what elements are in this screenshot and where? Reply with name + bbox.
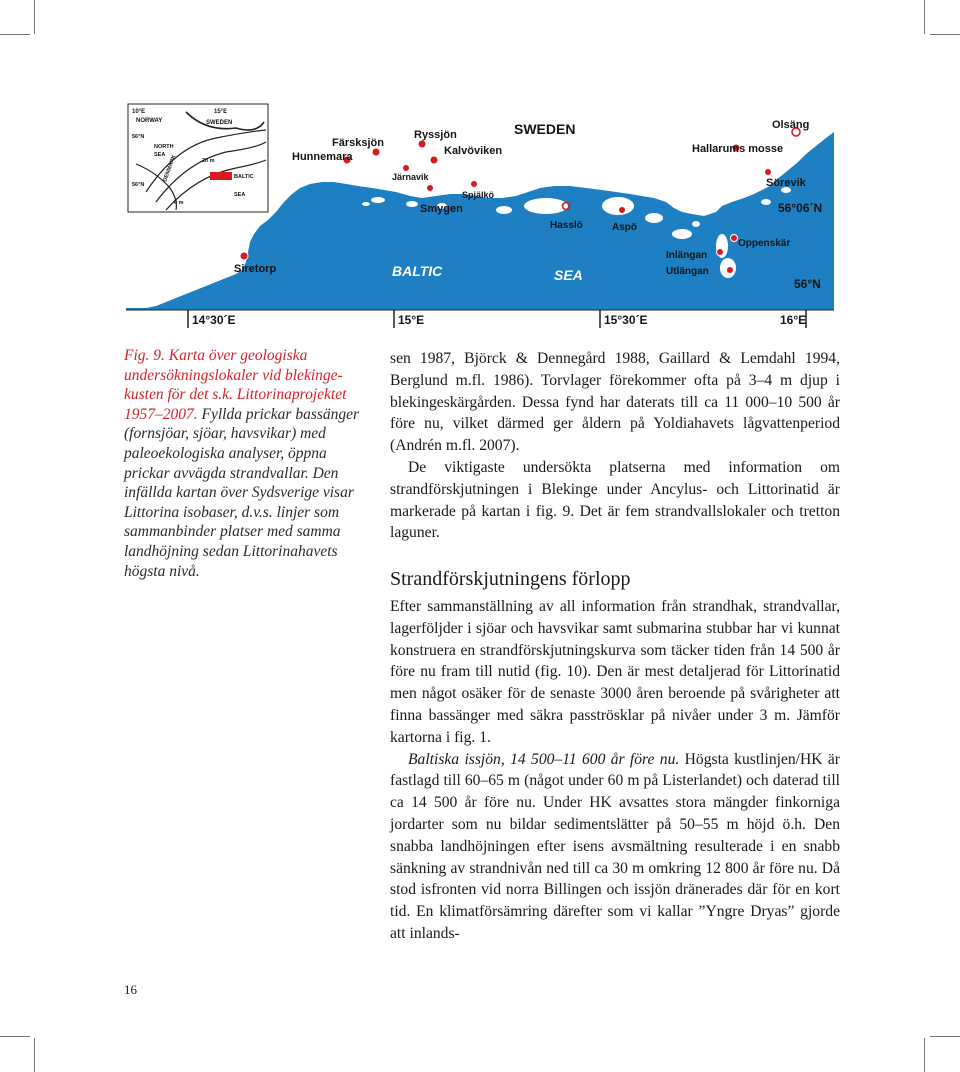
site-label: Siretorp [234, 263, 277, 275]
period-text: Högsta kustlinjen/HK är fastlagd till 60–65 m (något under 60 m på Listerlandet) och daterad till ca 14 500 år före nu. Under HK avsattes stora mängder finkorniga jordarter som nu bildar sedimentslätter på 50–55 m höjd ö.h. Den snabba landhöjningen efter isens avsmältning resulterade i en snabb sänkning av strandnivån ned till ca 30 m omkring 12 800 år före nu. Då stod isfronten vid norra Billingen och issjön dränerades där för en kort tid. En klimatförsämring därefter som vi kallar ”Yngre Dryas” gjorde att inlands- [390, 750, 840, 942]
caption-body: Fyllda prickar bassänger (fornsjöar, sjöar, havsvikar) med paleoekologiska analyser, öppna prickar avvägda strandvallar. Den infällda kartan över Sydsverige visar Littorina isobaser, d.v.s. linjer som sammanbinder platser med samma landhöjning sedan Littorinahavets högsta nivå. [124, 405, 360, 580]
inset-label: BALTIC [234, 174, 254, 180]
inset-label: 20 m [202, 158, 215, 164]
inset-label: DENMARK [162, 154, 178, 183]
inset-label: SEA [234, 192, 246, 198]
site-dot-oppenskar [731, 235, 738, 242]
site-dot-spjalko [471, 181, 478, 188]
sea-label: SEA [554, 267, 583, 283]
body-column-top [390, 348, 840, 544]
body-paragraph: sen 1987, Björck & Dennegård 1988, Gaillard & Lemdahl 1994, Berglund m.fl. 1986). Torvlager förekommer ofta på 3–4 m djup i blekingeskärgården. Dessa fynd har daterats till ca 11 000–10 500 år före nu, vilket därmed ger åldern på Yoldiahavets lågvattenperiod (Andrén m.fl. 2007). [390, 350, 840, 455]
site-label: Hunnemara [292, 151, 353, 163]
figure-caption [124, 346, 374, 581]
site-label: Järnavik [392, 172, 429, 182]
inset-label: 0 m [174, 200, 184, 206]
site-dot-kalvoviken [430, 156, 438, 164]
page-number: 16 [124, 982, 137, 997]
inset-label: 56°N [132, 182, 145, 188]
crop-mark [930, 34, 960, 35]
site-label: Aspö [612, 222, 637, 233]
body-paragraph [390, 749, 840, 945]
site-dot-siretorp [240, 252, 248, 260]
body-column-bottom [390, 596, 840, 945]
site-label: Ryssjön [414, 129, 457, 141]
site-label: Hallarums mosse [692, 143, 784, 155]
longitude-label: 14°30´E [192, 313, 236, 327]
crop-mark [34, 0, 35, 34]
site-dot-utlangan [727, 267, 734, 274]
site-label: Hasslö [550, 220, 583, 231]
inset-map [128, 104, 268, 212]
site-label: Inlängan [666, 250, 708, 261]
site-label: Sörevik [766, 177, 806, 189]
country-label: SWEDEN [514, 121, 576, 137]
inset-label: 15°E [214, 109, 228, 115]
inset-label: NORTH [154, 144, 174, 150]
site-dot-ryssjon [418, 140, 426, 148]
inset-label: 10°E [132, 109, 146, 115]
crop-mark [924, 1038, 925, 1072]
longitude-label: 15°E [398, 313, 425, 327]
crop-mark [34, 1038, 35, 1072]
site-label: Smygen [420, 203, 463, 215]
inset-label: SWEDEN [206, 120, 233, 126]
map-figure [126, 102, 834, 330]
site-dot-jarnavik [403, 165, 410, 172]
section-heading: Strandförskjutningens förlopp [390, 568, 631, 590]
crop-mark [930, 1036, 960, 1037]
site-label: Färsksjön [332, 137, 384, 149]
latitude-label: 56°06´N [778, 201, 823, 215]
site-label: Utlängan [666, 266, 709, 277]
caption-lead: Fig. 9. Karta över geologiska undersökningslokaler vid blekinge-kusten för det s.k. Littorinaprojektet 1957–2007. [124, 347, 347, 423]
site-label: Spjälkö [462, 190, 495, 200]
site-dot-farsksjon [372, 148, 380, 156]
crop-mark [0, 1036, 30, 1037]
site-dot-sorevik [765, 169, 772, 176]
inset-label: 56°N [132, 134, 145, 140]
body-paragraph: De viktigaste undersökta platserna med information om strandförskjutningen i Blekinge under Ancylus- och Littorinatid är markerade på kartan i fig. 9. Det är fem strandvallslokaler och tretton laguner. [390, 458, 840, 542]
crop-mark [0, 34, 30, 35]
crop-mark [924, 0, 925, 34]
site-label: Kalvöviken [444, 145, 503, 157]
site-label: Olsäng [772, 119, 810, 131]
longitude-label: 15°30´E [604, 313, 648, 327]
period-title: Baltiska issjön, 14 500–11 600 år före nu. [408, 750, 680, 768]
sea-label: BALTIC [392, 263, 443, 279]
inset-label: NORWAY [136, 118, 163, 124]
longitude-label: 16°E [780, 313, 807, 327]
site-label: Oppenskär [738, 238, 791, 249]
body-paragraph: Efter sammanställning av all information från strandhak, strandvallar, lagerföljder i sjöar och havsvikar samt submarina stubbar har vi kunnat konstruera en strandförskjutningskurva som täcker tiden från 14 500 år före nu fram till nutid (fig. 10). Den är mest detaljerad för Littorinatid men något osäker för de senaste 3000 åren beroende på svårigheter att finna bassänger med säkra pasströsklar på nivåer under 3 m. Jämför kartorna i fig. 1. [390, 598, 840, 746]
site-dot-smygen [427, 185, 434, 192]
site-dot-aspo [619, 207, 626, 214]
latitude-label: 56°N [794, 277, 821, 291]
site-dot-inlangan [717, 249, 724, 256]
inset-label: SEA [154, 152, 166, 158]
